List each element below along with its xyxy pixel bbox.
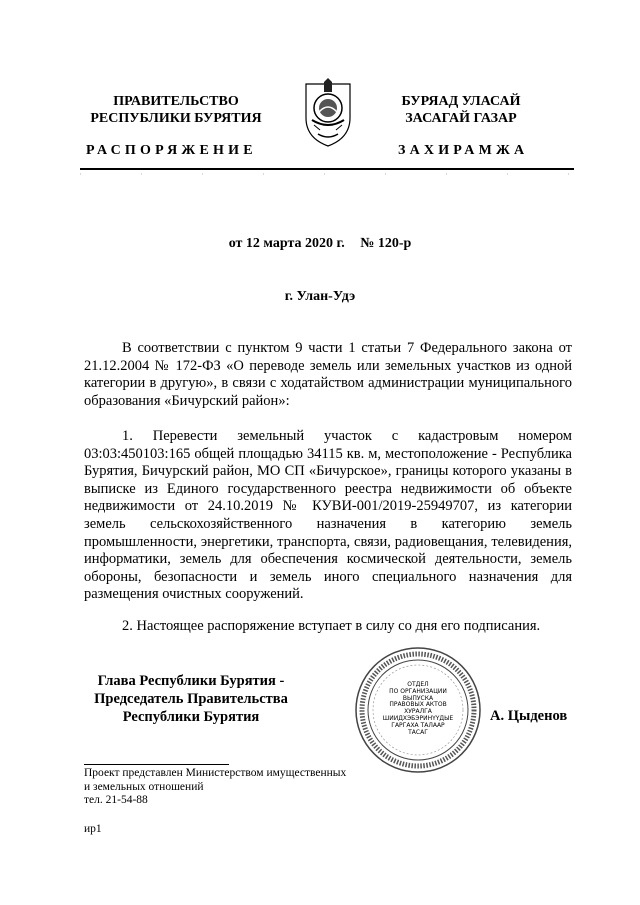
header-divider: [80, 168, 574, 170]
signatory-title-line-2: Председатель Правительства: [94, 691, 288, 707]
seal-line-7: ГАРГАХА ТАЛААР: [391, 721, 445, 729]
footer-line-1: Проект представлен Министерством имущественных: [84, 767, 347, 779]
preamble-paragraph: В соответствии с пунктом 9 части 1 статьи 7 Федерального закона от 21.12.2004 № 172-ФЗ «О переводе земель или земельных участков из одной категории в другую», в связи с ходатайством администрации муниципального образования «Бичурский район»:: [84, 340, 572, 409]
signatory-title-line-3: Республики Бурятия: [122, 709, 260, 725]
footer-divider: [84, 764, 229, 765]
seal-line-3: ВЫПУСКА: [402, 694, 434, 702]
footer-phone: тел. 21-54-88: [84, 794, 148, 806]
date-line: [0, 236, 640, 252]
document-code: ир1: [84, 823, 102, 835]
document-date: от 12 марта 2020 г.: [228, 236, 345, 251]
seal-text: [376, 682, 460, 736]
header-left-line-2: РЕСПУБЛИКИ БУРЯТИЯ: [90, 111, 262, 126]
item-1-paragraph: 1. Перевести земельный участок с кадастровым номером 03:03:450103:165 общей площадью 34115 кв. м, местоположение - Республика Бурятия, Бичурский район, МО СП «Бичурское», границы которого указаны в выписке из Единого государственного реестра недвижимости об объекте недвижимости от 24.10.2019 № КУВИ-001/2019-25949707, из категории земель сельскохозяйственного назначения в категорию земель промышленности, энергетики, транспорта, связи, радиовещания, телевидения, информатики, земель для обеспечения космической деятельности, земель обороны, безопасности и земель иного специального назначения для размещения очистных сооружений.: [84, 428, 572, 603]
document-type-bua: ЗАХИРАМЖА: [398, 143, 529, 158]
footer-note: [84, 767, 404, 808]
city: г. Улан-Удэ: [284, 289, 356, 304]
signatory-title: [84, 672, 298, 726]
document-type-ru: РАСПОРЯЖЕНИЕ: [86, 143, 257, 158]
seal-line-8: ТАСАГ: [408, 728, 428, 736]
signatory-name: А. Цыденов: [490, 708, 568, 724]
header-right-line-1: БУРЯАД УЛАСАЙ: [401, 94, 521, 109]
header-left: [86, 93, 266, 127]
signatory-title-line-1: Глава Республики Бурятия -: [97, 673, 285, 689]
official-seal: [352, 644, 484, 776]
footer-line-2: и земельных отношений: [84, 780, 204, 793]
header-dotted-line: [80, 172, 574, 176]
seal-line-1: ОТДЕЛ: [407, 681, 429, 688]
seal-line-2: ПО ОРГАНИЗАЦИИ: [389, 687, 447, 695]
seal-line-6: ШИИДХЭБЭРИНҮҮДЫЕ: [382, 714, 454, 722]
header-right: [368, 93, 554, 127]
seal-line-4: ПРАВОВЫХ АКТОВ: [389, 701, 447, 709]
item-2-paragraph: 2. Настоящее распоряжение вступает в силу со дня его подписания.: [122, 618, 541, 634]
header-left-line-1: ПРАВИТЕЛЬСТВО: [113, 94, 239, 109]
seal-line-5: ХУРАЛГА: [404, 708, 432, 716]
coat-of-arms-icon: [300, 78, 356, 148]
header-right-line-2: ЗАСАГАЙ ГАЗАР: [405, 111, 517, 126]
document-number: № 120-р: [360, 236, 412, 251]
